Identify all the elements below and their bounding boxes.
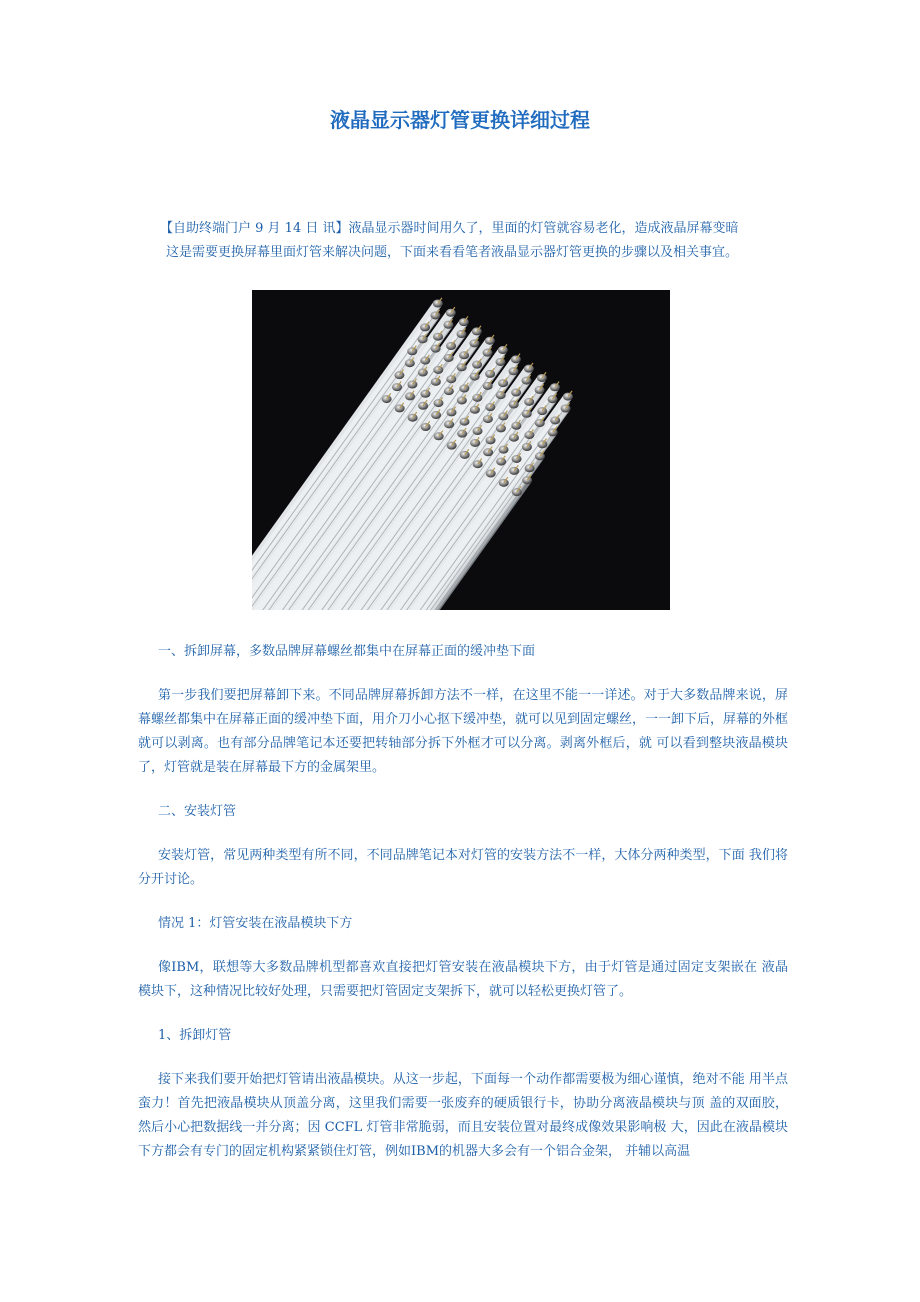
tube-end-cap: [460, 451, 470, 459]
tube-end-cap: [456, 330, 466, 338]
tube-end-cap: [550, 416, 560, 424]
tube-end-cap: [550, 383, 560, 391]
tube-end-cap: [408, 414, 418, 422]
tube-end-cap: [509, 400, 519, 408]
tube-end-cap: [473, 427, 483, 435]
tube-end-cap: [421, 423, 431, 431]
tube-end-cap: [446, 342, 456, 350]
tube-end-cap: [509, 367, 519, 375]
tube-end-cap: [405, 359, 415, 367]
step-1-heading: 1、拆卸灯管: [158, 1028, 232, 1043]
intro-paragraph: [160, 217, 780, 265]
section-2-paragraph: 安装灯管，常见两种类型有所不同，不同品牌笔记本对灯管的安装方法不一样，大体分两种类型，下面 我们将分开讨论。: [138, 848, 788, 887]
tube-end-cap: [472, 361, 482, 369]
tube-end-cap: [446, 408, 456, 416]
tube-end-cap: [485, 403, 495, 411]
tube-end-cap: [522, 410, 532, 418]
ccfl-lamp-tubes-photo: [252, 290, 670, 610]
tube-end-cap: [537, 374, 547, 382]
case-1-heading: 情况 1：灯管安装在液晶模块下方: [158, 916, 353, 931]
tube-end-cap: [498, 379, 508, 387]
tube-end-cap: [420, 390, 430, 398]
tube-end-cap: [524, 398, 534, 406]
tube-end-cap: [485, 337, 495, 345]
document-body: [138, 640, 788, 1164]
tube-end-cap: [525, 464, 535, 472]
tube-end-cap: [459, 318, 469, 326]
tube-end-cap: [431, 378, 441, 386]
tube-end-cap: [496, 391, 506, 399]
tube-end-cap: [535, 452, 545, 460]
tube-end-cap: [433, 299, 443, 307]
section-2-heading: 二、安装灯管: [158, 804, 237, 819]
case-1-paragraph: 像IBM，联想等大多数品牌机型都喜欢直接把灯管安装在液晶模块下方，由于灯管是通过固定支架嵌在 液晶模块下，这种情况比较好处理，只需要把灯管固定支架拆下，就可以轻松更换灯管了。: [138, 960, 788, 999]
section-1-heading: 一、拆卸屏幕，多数品牌屏幕螺丝都集中在屏幕正面的缓冲垫下面: [158, 644, 536, 659]
intro-line-2: 这是需要更换屏幕里面灯管来解决问题，下面来看看笔者液晶显示器灯管更换的步骤以及相关事宜。: [166, 245, 739, 260]
tube-end-cap: [483, 415, 493, 423]
tube-end-cap: [563, 393, 573, 401]
tube-end-cap: [434, 432, 444, 440]
tube-end-cap: [511, 355, 521, 363]
tube-end-cap: [498, 412, 508, 420]
tube-end-cap: [457, 396, 467, 404]
step-1-paragraph: 接下来我们要开始把灯管请出液晶模块。从这一步起，下面每一个动作都需要极为细心谨慎，绝对不能 用半点蛮力！首先把液晶模块从顶盖分离，这里我们需要一张废弃的硬质银行卡，协助分离液晶模块与顶 盖的双面胶，然后小心把数据线一并分离；因 CCFL 灯管非常脆弱，而且安装位置对最终成像效果影响极 大，因此在液晶模块下方都会有专门的固定机构紧紧锁住灯管，例如IBM的机器大多会有一个铝合金架， 并辅以高温: [138, 1072, 788, 1159]
tube-end-cap: [459, 385, 469, 393]
tube-end-cap: [470, 439, 480, 447]
intro-line-1: 【自助终端门户 9 月 14 日 讯】液晶显示器时间用久了，里面的灯管就容易老化，造成液晶屏幕变暗: [160, 221, 739, 236]
tube-end-cap: [444, 387, 454, 395]
tube-end-cap: [524, 365, 534, 373]
section-1-paragraph: 第一步我们要把屏幕卸下来。不同品牌屏幕拆卸方法不一样，在这里不能一一详述。对于大多数品牌来说，屏幕螺丝都集中在屏幕正面的缓冲垫下面，用介刀小心抠下缓冲垫，就可以见到固定螺丝，一一卸下后，屏幕的外框就可以剥离。也有部分品牌笔记本还要把转轴部分拆下外框才可以分离。剥离外框后，就 可以看到整块液晶模块了，灯管就是装在屏幕最下方的金属架里。: [138, 688, 789, 775]
tube-end-cap: [548, 428, 558, 436]
tube-end-cap: [495, 358, 505, 366]
tube-end-cap: [561, 405, 571, 413]
lamp-tubes-illustration: [252, 290, 670, 610]
tube-end-cap: [535, 386, 545, 394]
document-title: 液晶显示器灯管更换详细过程: [330, 108, 590, 132]
tube-end-cap: [512, 488, 522, 496]
tube-end-cap: [499, 479, 509, 487]
tube-end-cap: [482, 349, 492, 357]
tube-end-cap: [473, 460, 483, 468]
tube-end-cap: [447, 442, 457, 450]
tube-end-cap: [433, 366, 443, 374]
tube-end-cap: [535, 419, 545, 427]
tube-end-cap: [430, 311, 440, 319]
